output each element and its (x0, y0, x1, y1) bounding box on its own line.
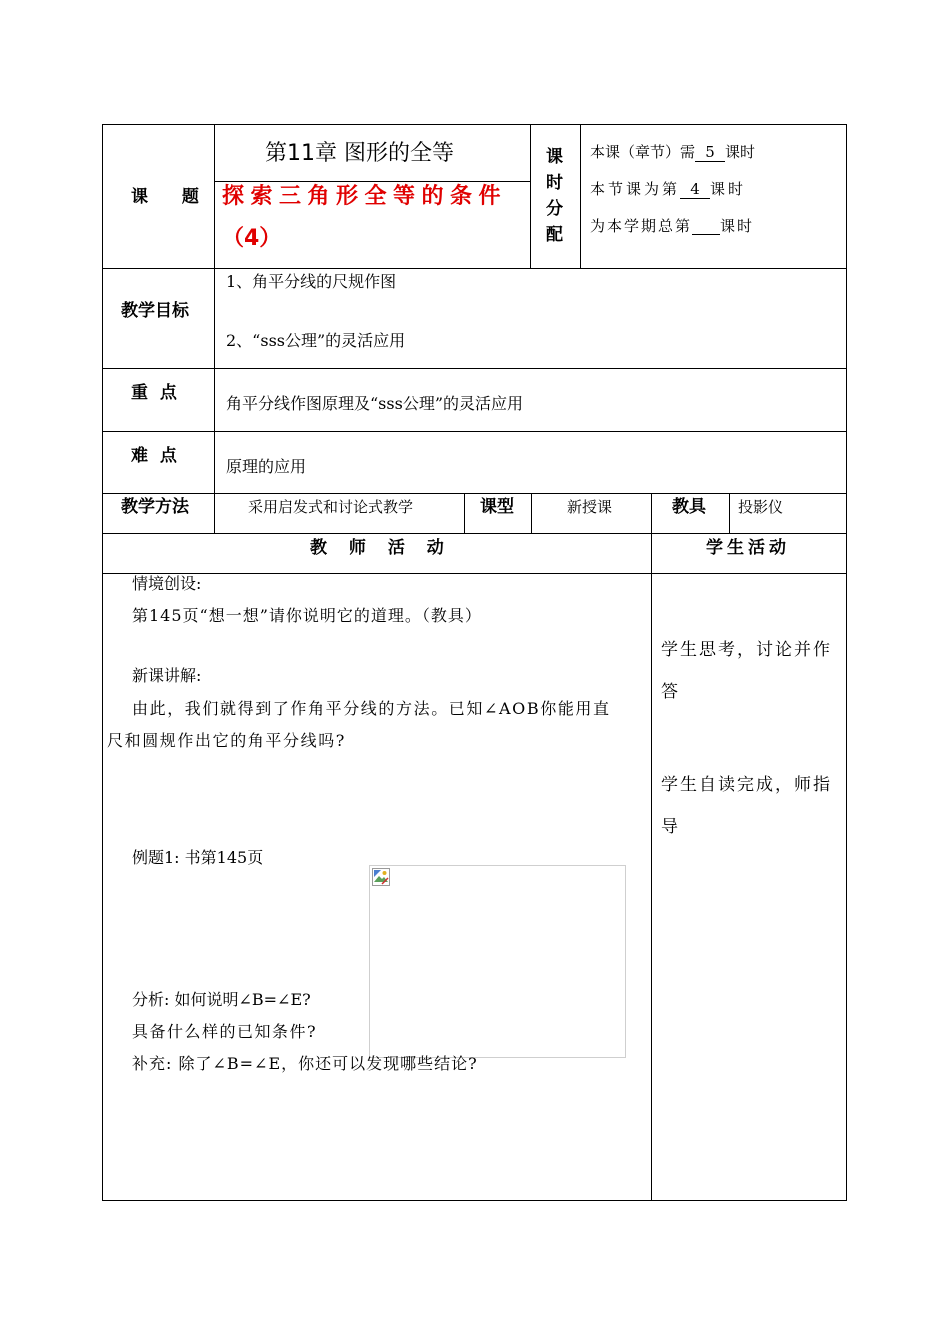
col-divider (729, 493, 730, 533)
col-divider (464, 493, 465, 533)
chapter-title: 第11章 图形的全等 (265, 141, 454, 166)
teacher-line-8: 具备什么样的已知条件? (132, 1022, 318, 1041)
lesson-no-prefix: 本节课为第 (590, 180, 681, 198)
student-line-4: 导 (661, 817, 678, 837)
col-divider (214, 124, 215, 533)
student-line-2: 答 (661, 682, 678, 702)
teacher-activity-header: 教 师 活 动 (310, 538, 452, 558)
teacher-line-1: 情境创设: (132, 574, 202, 593)
topic-label: 课 题 (131, 187, 213, 207)
student-line-3: 学生自读完成，师指 (661, 775, 832, 795)
student-line-1: 学生思考，讨论并作 (661, 640, 832, 660)
table-border-right (846, 124, 847, 1201)
tools-label: 教具 (672, 497, 706, 517)
teacher-line-7: 分析: 如何说明∠B=∠E? (132, 990, 311, 1009)
teacher-line-6: 例题1: 书第145页 (132, 848, 264, 867)
objective-1: 1、角平分线的尺规作图 (226, 272, 397, 291)
broken-image-icon (372, 868, 390, 886)
objectives-label: 教学目标 (121, 301, 189, 321)
lesson-no-suffix: 课时 (710, 180, 747, 198)
lesson-no (590, 180, 746, 199)
time-alloc-label-3: 分 (546, 199, 563, 219)
time-alloc-label-4: 配 (546, 225, 563, 245)
time-alloc-label-1: 课 (546, 147, 563, 167)
row-divider (102, 573, 847, 574)
example-figure-image (369, 865, 626, 1058)
term-value (692, 217, 720, 235)
col-divider (651, 493, 652, 1201)
key-points-text: 角平分线作图原理及“sss公理”的灵活应用 (226, 394, 523, 413)
term-suffix: 课时 (720, 217, 755, 235)
teacher-line-4: 由此，我们就得到了作角平分线的方法。已知∠AOB你能用直 (132, 699, 611, 718)
type-label: 课型 (480, 497, 514, 517)
table-border-bottom (102, 1200, 847, 1201)
objective-2: 2、“sss公理”的灵活应用 (226, 331, 406, 350)
tools-value: 投影仪 (738, 498, 784, 516)
teacher-line-9: 补充: 除了∠B=∠E，你还可以发现哪些结论? (132, 1054, 478, 1073)
hours-value: 5 (695, 143, 725, 162)
teacher-line-3: 新课讲解: (132, 666, 202, 685)
key-points-label: 重 点 (131, 383, 177, 403)
method-label: 教学方法 (121, 497, 189, 517)
hours-suffix: 课时 (725, 143, 756, 161)
student-activity-header: 学生活动 (706, 538, 790, 558)
col-divider (580, 124, 581, 269)
lesson-no-value: 4 (680, 180, 710, 199)
method-value: 采用启发式和讨论式教学 (248, 498, 414, 516)
difficulties-text: 原理的应用 (226, 457, 307, 476)
col-divider (530, 124, 531, 269)
hours-needed (590, 143, 755, 162)
row-divider (102, 533, 847, 534)
hours-prefix: 本课（章节）需 (590, 143, 696, 161)
teacher-line-2: 第145页“想一想”请你说明它的道理。（教具） (132, 606, 482, 625)
term-prefix: 为本学期总第 (590, 217, 693, 235)
lesson-number: （4） (222, 226, 282, 251)
difficulties-label: 难 点 (131, 446, 177, 466)
table-border-left (102, 124, 103, 1201)
col-divider (531, 493, 532, 533)
time-alloc-label-2: 时 (546, 173, 563, 193)
teacher-line-5: 尺和圆规作出它的角平分线吗? (107, 731, 346, 750)
title-divider (214, 181, 530, 182)
lesson-title: 探索三角形全等的条件 (222, 184, 508, 209)
type-value: 新授课 (567, 498, 613, 516)
term-total (590, 217, 754, 235)
